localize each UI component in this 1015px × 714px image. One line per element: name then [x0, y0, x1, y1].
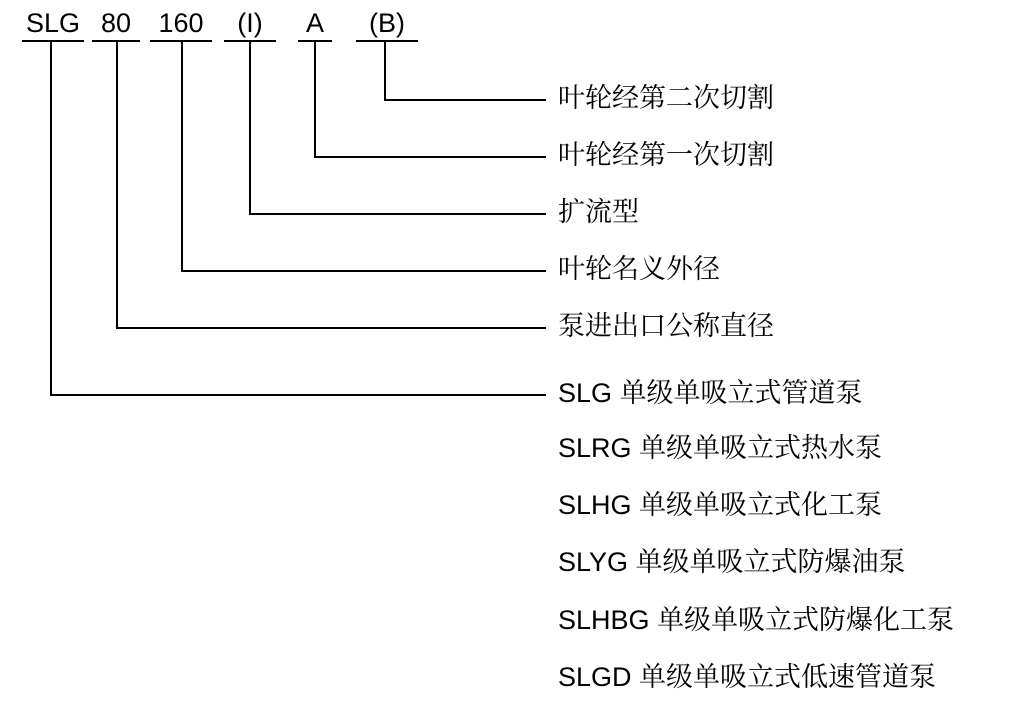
callout-label-second-cut: 叶轮经第二次切割 [558, 83, 774, 113]
callout-label-slg-series: SLG 单级单吸立式管道泵 [558, 378, 863, 408]
callout-label-first-cut: 叶轮经第一次切割 [558, 140, 774, 170]
callout-label-pump-port-nominal-diameter: 泵进出口公称直径 [558, 311, 774, 341]
leader-run-b [384, 99, 546, 101]
code-underline-b [356, 40, 418, 42]
pump-type-slhg: SLHG 单级单吸立式化工泵 [558, 490, 883, 520]
callout-label-impeller-nominal-diameter: 叶轮名义外径 [558, 254, 720, 284]
pump-type-slrg: SLRG 单级单吸立式热水泵 [558, 433, 883, 463]
pump-type-slgd: SLGD 单级单吸立式低速管道泵 [558, 662, 937, 692]
leader-run-a [314, 156, 546, 158]
leader-stem-roman-one [249, 40, 251, 214]
code-token-roman-one: (I) [237, 8, 263, 38]
code-token-a: A [305, 8, 324, 38]
code-token-160: 160 [158, 8, 204, 38]
leader-stem-a [314, 40, 316, 157]
leader-run-slg [50, 394, 546, 396]
leader-stem-b [384, 40, 386, 100]
leader-run-160 [181, 270, 546, 272]
leader-stem-160 [181, 40, 183, 271]
code-underline-slg [22, 40, 84, 42]
leader-run-80 [116, 327, 546, 329]
callout-label-diffuser-type: 扩流型 [558, 197, 639, 227]
pump-type-slyg: SLYG 单级单吸立式防爆油泵 [558, 547, 906, 577]
pump-type-slhbg: SLHBG 单级单吸立式防爆化工泵 [558, 605, 955, 635]
code-token-b: (B) [369, 8, 405, 38]
code-token-80: 80 [100, 8, 132, 38]
leader-stem-slg [50, 40, 52, 395]
code-token-slg: SLG [25, 8, 81, 38]
leader-stem-80 [116, 40, 118, 328]
leader-run-roman-one [249, 213, 546, 215]
